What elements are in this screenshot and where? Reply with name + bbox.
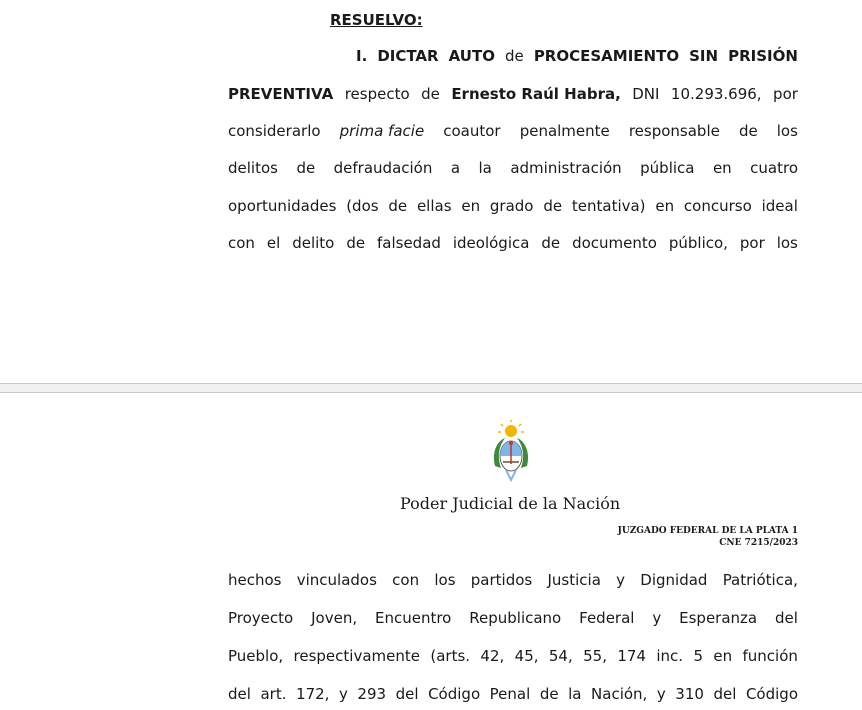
page-break [0,383,862,393]
word: 172, [296,685,330,703]
word: Joven, [311,609,358,627]
paragraph-line-1: I. DICTAR AUTO de PROCESAMIENTO SIN PRISIÓN [356,47,798,65]
word: 293 [357,685,387,703]
word: administración [510,159,622,177]
word: pública [640,159,695,177]
word: grado [489,197,534,215]
court-name: Poder Judicial de la Nación [400,494,621,513]
word: Código [428,685,481,703]
word: la [478,159,492,177]
paragraph-line-4 [228,158,798,178]
word: partidos [470,571,533,589]
word: Código [745,685,798,703]
word: hechos [228,571,282,589]
paragraph-line-7 [228,570,798,590]
word: los [776,234,798,252]
word: 45, [514,647,539,665]
word: cuatro [750,159,798,177]
paragraph-line-2: PREVENTIVA respecto de Ernesto Raúl Habra, DNI 10.293.696, por [228,85,798,103]
word: y [656,685,666,703]
word: Pueblo, [228,647,284,665]
sun-icon [498,420,524,437]
word: ellas [416,197,452,215]
word: vinculados [296,571,377,589]
word: art. [260,685,287,703]
word: de [543,197,563,215]
word: Penal [489,685,531,703]
word: del [713,685,737,703]
word: Patriótica, [722,571,798,589]
paragraph-line-8 [228,608,798,628]
word: con [392,571,420,589]
word: 55, [583,647,607,665]
word: público, [668,234,728,252]
word: Justicia [547,571,601,589]
word: respectivamente [293,647,420,665]
word: Dignidad [640,571,708,589]
word: Proyecto [228,609,294,627]
word: 5 [693,647,703,665]
word: 174 [617,647,646,665]
word: 54, [548,647,573,665]
word: ideológica [452,234,530,252]
word: el [266,234,281,252]
word: documento [572,234,657,252]
word: del [395,685,419,703]
word: del [775,609,798,627]
word: (dos [346,197,379,215]
word: inc. [656,647,684,665]
word: falsedad [377,234,441,252]
paragraph-line-6 [228,233,798,253]
word: defraudación [333,159,433,177]
word: a [450,159,461,177]
word: en [712,159,732,177]
paragraph-line-10 [228,684,798,704]
word: (arts. [430,647,471,665]
word: Nación, [591,685,648,703]
argentina-coat-of-arms-icon [489,420,533,490]
word: de [346,234,366,252]
word: de [541,234,561,252]
word: Federal [579,609,635,627]
paragraph-line-9 [228,646,798,666]
word: por [739,234,765,252]
word: delito [292,234,335,252]
word: función [742,647,798,665]
document-page-2 [0,393,862,710]
word: delitos [228,159,278,177]
word: de [388,197,408,215]
word: oportunidades [228,197,337,215]
word: en [713,647,733,665]
word: tentativa) [571,197,646,215]
word: ideal [761,197,798,215]
paragraph-line-5 [228,196,798,216]
case-number: CNE 7215/2023 [719,538,798,548]
word: de [296,159,316,177]
word: en [461,197,481,215]
word: del [228,685,251,703]
juzgado-name: JUZGADO FEDERAL DE LA PLATA 1 [617,526,798,536]
word: y [616,571,626,589]
word: concurso [683,197,752,215]
word: Encuentro [374,609,452,627]
word: Republicano [469,609,562,627]
word: con [228,234,255,252]
word: de [539,685,559,703]
word: en [655,197,675,215]
word: y [652,609,662,627]
word: Esperanza [679,609,758,627]
word: 42, [480,647,505,665]
word: la [568,685,582,703]
word: los [434,571,456,589]
word: 310 [675,685,704,703]
paragraph-line-3: considerarlo prima facie coautor penalmente responsable de los [228,122,798,140]
word: y [338,685,348,703]
resuelvo-heading: RESUELVO: [330,11,423,29]
